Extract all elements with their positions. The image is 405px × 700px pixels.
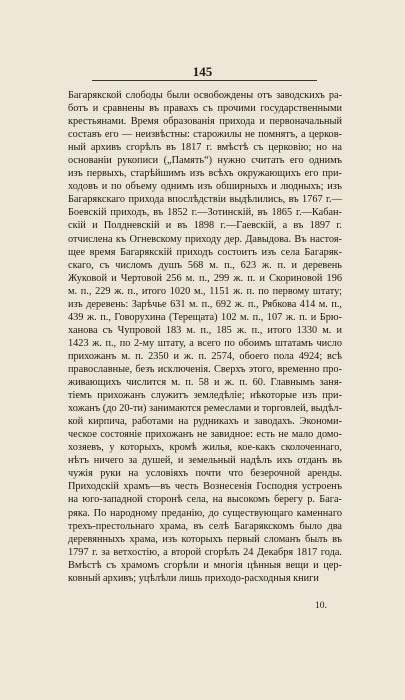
text-line: изъ первыхъ, старѣйшимъ изъ всѣхъ окружающихъ его при- <box>68 168 342 180</box>
text-line: Приходскій храмъ—въ честь Вознесенія Господня устроенъ <box>68 481 342 493</box>
text-line: кой кирпича, работами на рудникахъ и заводахъ. Экономи- <box>68 416 342 428</box>
text-line: хожанъ (до 20-ти) занимаются ремеслами и торговлей, выдѣл- <box>68 403 342 415</box>
text-line: отчислена къ Огневскому приходу дер. Давыдова. Въ настоя- <box>68 233 342 245</box>
text-line: основаніи рукописи („Память“) нужно считать его однимъ <box>68 155 342 167</box>
text-line: Багарякской слободы были освобождены отъ заводскихъ ра- <box>68 90 342 101</box>
text-line: ческое состояніе прихожанъ не завидное: есть не мало домо- <box>68 429 342 441</box>
text-line: тіемъ прихожанъ служитъ земледѣліе; нѣкоторые изъ при- <box>68 390 342 402</box>
body-text <box>68 89 342 585</box>
signature-mark: 10. <box>315 601 327 611</box>
text-line: Боевскій приходъ, въ 1852 г.—Зотинскій, въ 1865 г.—Кабан- <box>68 207 342 219</box>
text-line: 439 ж. п., Говорухина (Терещата) 102 м. п., 107 ж. п. и Брю- <box>68 311 342 323</box>
text-line: Багарякскаго прихода впослѣдствіи выдѣлились, въ 1767 г.— <box>68 194 342 206</box>
text-line: крестьянами. Время образованія прихода и первоначальный <box>68 116 342 128</box>
text-line: скаго, съ числомъ душъ 568 м. п., 623 ж. п. и деревень <box>68 259 342 271</box>
page-number: 145 <box>192 64 213 79</box>
text-line: ханова съ Чупровой 183 м. п., 185 ж. п., итого 1330 м. и <box>68 324 342 336</box>
text-line: живающихъ числится м. п. 58 и ж. п. 60. Главнымъ заня- <box>68 377 342 389</box>
text-line: ряка. По народному преданію, до существующаго каменнаго <box>68 507 342 519</box>
text-line: изъ деревень: Зарѣчье 631 м. п., 692 ж. п., Рябкова 414 м. п., <box>68 298 342 310</box>
text-line: щее время Багарякскій приходъ состоитъ изъ села Багаряк- <box>68 246 342 258</box>
text-line: ный архивъ сгорѣлъ въ 1817 г. вмѣстѣ съ церковію; но на <box>68 142 342 154</box>
text-line: составъ его — неизвѣстны: старожилы не помнятъ, а церков- <box>68 129 342 141</box>
text-line: чужія руки на условіяхъ почти что безерочной аренды. <box>68 468 342 480</box>
text-line: ковный архивъ; уцѣлѣли лишь приходо-расходныя книги <box>68 572 319 584</box>
text-line: хозяевъ, у которыхъ, кромѣ жилья, кое-какъ сколоченнаго, <box>68 442 342 454</box>
text-line: православные, безъ исключенія. Сверхъ этого, временно про- <box>68 363 342 375</box>
text-line: м. п., 229 ж. п., итого 1020 м., 1151 ж. п. по первому штату; <box>68 285 342 297</box>
text-line: деревянныхъ храма, изъ которыхъ первый сломанъ былъ въ <box>68 533 342 545</box>
text-line: Жуковой и Чертовой 256 м. п., 299 ж. п. и Скориновой 196 <box>68 272 342 284</box>
text-line: ходовъ и по объему однимъ изъ обширныхъ и людныхъ; изъ <box>68 181 342 193</box>
text-line: трехъ-престольнаго храма, въ селѣ Багарякскомъ было два <box>68 520 342 532</box>
text-line: скій и Полдневскій и въ 1898 г.—Гаевскій, а въ 1897 г. <box>68 220 342 232</box>
text-line: на юго-западной сторонѣ села, на высокомъ берегу р. Бага- <box>68 494 342 506</box>
text-line: нѣтъ ничего за душей, и земельный надѣлъ ихъ отданъ въ <box>68 455 342 467</box>
text-line: ботъ и сравнены въ правахъ съ прочими государственными <box>68 103 342 115</box>
text-line: Вмѣстѣ съ храмомъ сгорѣли и многія цѣнныя вещи и цер- <box>68 559 342 571</box>
text-line: прихожанъ м. п. 2350 и ж. п. 2574, обоего пола 4924; всѣ <box>68 350 342 362</box>
text-line: 1797 г. за ветхостію, а второй сгорѣлъ 24 Декабря 1817 года. <box>68 546 342 558</box>
header-rule <box>92 80 317 81</box>
text-line: 1423 ж. п., по 2-му штату, а всего по обоимъ штатамъ число <box>68 337 342 349</box>
